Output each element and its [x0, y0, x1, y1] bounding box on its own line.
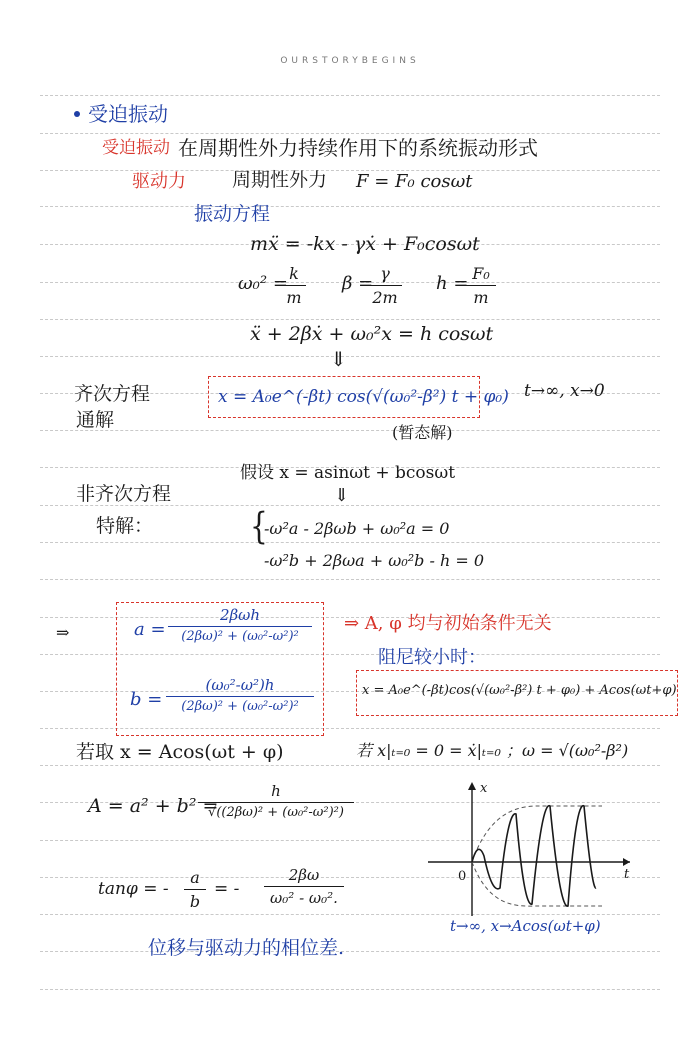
a-lhs: a = [134, 619, 166, 640]
y-axis-label: x [480, 781, 488, 796]
ruled-line [40, 133, 660, 134]
h-lhs: h = [436, 273, 469, 294]
ruled-line [40, 95, 660, 96]
driving-label: 驱动力 [132, 171, 186, 192]
ruled-line [40, 989, 660, 990]
homogeneous-label: 齐次方程 [74, 383, 151, 405]
oscillation-graph [420, 770, 650, 920]
h-num: F₀ [472, 264, 490, 283]
fraction-line [166, 696, 314, 697]
driving-formula: F = F₀ cosωt [356, 171, 473, 192]
independence-remark: ⇒ A, φ 均与初始条件无关 [344, 613, 552, 634]
equation-label: 振动方程 [194, 203, 271, 225]
transient-note: (暂态解) [392, 423, 453, 442]
amplitude-fraction [198, 782, 354, 820]
phase-frac2-num: 2βω [288, 866, 320, 884]
normalized-equation: ẍ + 2βẋ + ω₀²x = h cosωt [250, 323, 494, 345]
initial-condition: 若 x|ₜ₌₀ = 0 = ẋ|ₜ₌₀ ；ω = √(ω₀²-β²) [356, 741, 629, 760]
fraction-line [168, 626, 312, 627]
phase-note: 位移与驱动力的相位差. [148, 937, 345, 959]
page-header: OURSTORYBEGINS [280, 56, 420, 66]
phase-frac1-num: a [190, 868, 200, 887]
h-fraction [466, 264, 496, 307]
ruled-line [40, 765, 660, 766]
section-title: 受迫振动 [88, 102, 168, 126]
down-arrow-icon: ⇓ [334, 485, 350, 506]
beta-num: γ [380, 264, 390, 283]
phase-mid: = - [214, 879, 240, 899]
general-solution-label: 通解 [76, 409, 115, 431]
ruled-line [40, 542, 660, 543]
oscillation-curve [472, 806, 596, 906]
driving-text: 周期性外力 [232, 169, 328, 191]
fraction-line [368, 285, 402, 286]
particular-solution-label: 特解： [96, 515, 154, 537]
b-fraction [166, 676, 314, 714]
x-axis-arrow-icon [623, 858, 630, 866]
b-den: (2βω)² + (ω₀²-ω²)² [181, 699, 299, 714]
beta-lhs: β = [342, 273, 374, 294]
fraction-line [264, 886, 344, 887]
nonhomogeneous-label: 非齐次方程 [76, 483, 172, 505]
amplitude-lhs: A = a² + b² = [88, 795, 219, 817]
system-eq-2: -ω²b + 2βωa + ω₀²b - h = 0 [264, 551, 485, 570]
fraction-line [184, 889, 206, 890]
definition-term: 受迫振动 [102, 138, 170, 158]
phase-frac1 [184, 868, 206, 911]
beta-fraction [368, 264, 402, 307]
ruled-line [40, 430, 660, 431]
omega0-fraction [282, 264, 306, 307]
origin-label: 0 [458, 869, 467, 884]
beta-den: 2m [372, 288, 398, 307]
phase-frac1-den: b [189, 892, 201, 911]
bullet-icon [74, 111, 80, 117]
ruled-line [40, 951, 660, 952]
b-lhs: b = [130, 689, 163, 710]
ruled-line [40, 505, 660, 506]
ruled-line [40, 206, 660, 207]
omega0-num: k [289, 264, 299, 283]
a-fraction [168, 606, 312, 644]
ruled-line [40, 356, 660, 357]
omega0-lhs: ω₀² = [238, 273, 288, 294]
motion-equation: mẍ = -kx - γẋ + F₀cosωt [250, 233, 480, 255]
fraction-line [198, 802, 354, 803]
amplitude-den: √((2βω)² + (ω₀²-ω²)²) [208, 805, 344, 820]
ruled-line [40, 579, 660, 580]
implies-icon: ⇒ [56, 623, 70, 642]
fraction-line [466, 285, 496, 286]
down-arrow-icon: ⇓ [330, 347, 347, 371]
brace: { [250, 504, 268, 548]
small-damping-formula: x = A₀e^(-βt)cos(√(ω₀²-β²) t + φ₀) + Acos(ωt+φ) [362, 683, 677, 698]
phase-lhs: tanφ = - [98, 879, 169, 899]
definition-text: 在周期性外力持续作用下的系统振动形式 [178, 136, 538, 160]
phase-frac2-den: ω₀² - ω₀². [270, 889, 338, 907]
take-form: 若取 x = Acos(ωt + φ) [76, 741, 284, 763]
transient-solution: x = A₀e^(-βt) cos(√(ω₀²-β²) t + φ₀) [218, 387, 509, 407]
fraction-line [282, 285, 306, 286]
ruled-line [40, 319, 660, 320]
a-num: 2βωh [219, 606, 261, 624]
ansatz: 假设 x = asinωt + bcosωt [240, 463, 456, 483]
y-axis-arrow-icon [468, 782, 476, 790]
phase-frac2 [264, 866, 344, 907]
b-num: (ω₀²-ω²)h [205, 676, 275, 694]
graph-caption: t→∞, x→Acos(ωt+φ) [450, 917, 601, 935]
a-den: (2βω)² + (ω₀²-ω²)² [181, 629, 299, 644]
h-den: m [473, 288, 489, 307]
small-damping-label: 阻尼较小时： [378, 647, 486, 668]
lower-envelope [472, 862, 602, 906]
system-eq-1: -ω²a - 2βωb + ω₀²a = 0 [264, 519, 450, 538]
amplitude-num: h [271, 782, 281, 800]
transient-limit: t→∞, x→0 [524, 381, 605, 401]
x-axis-label: t [624, 867, 630, 882]
omega0-den: m [286, 288, 302, 307]
